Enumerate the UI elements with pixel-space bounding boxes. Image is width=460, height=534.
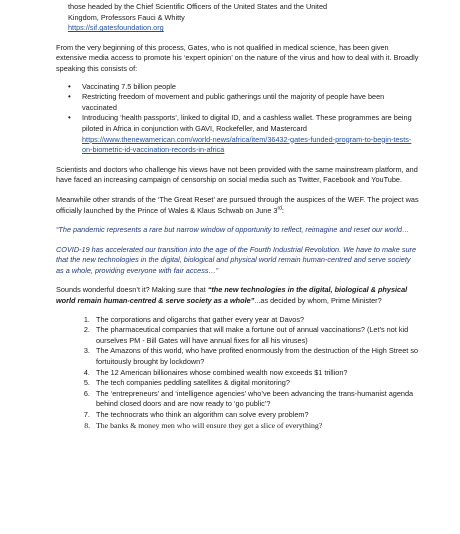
bullet-text: Vaccinating 7.5 billion people [82,81,176,91]
list-item: 4. The 12 American billionaires whose combined wealth now exceeds $1 trillion? [92,368,420,379]
paragraph-great-reset: Meanwhile other strands of the ‘The Great Reset’ are pursued through the auspices of the WEF. The project was officially launched by the Prince of Wales & Klaus Schwab on June 3rd: [56,194,419,215]
bullet-list [56,82,420,156]
intro-continuation [56,0,420,34]
africa-article-link[interactable]: https://www.thenewamerican.com/world-news/africa/item/36432-gates-funded-program-to-begin-tests-on-biometric-id-vaccination-records-in-africa [82,134,412,155]
bullet-item [82,92,420,113]
list-item: 7. The technocrats who think an algorithm can solve every problem? [92,410,420,421]
list-item: 6. The ‘entrepreneurs’ and ‘intelligence agencies’ who’ve been advancing the trans-humanist agenda behind closed doors and are now ready to ‘go public’? [92,389,420,410]
sif-link[interactable]: https://sif.gatesfoundation.org [68,23,164,33]
bullet-item [82,113,420,155]
list-item: 1. The corporations and oligarchs that gather every year at Davos? [92,315,420,326]
quote-covid: COVID-19 has accelerated our transition into the age of the Fourth Industrial Revolution. We have to make sure that the new technologies in the digital, biological and physical world remain human-centred and serve society as a whole, providing everyone with fair access…” [56,244,417,275]
quote-pandemic: “The pandemic represents a rare but narrow window of opportunity to reflect, reimagine and reset our world… [56,225,410,235]
list-item: 8. The banks & money men who will ensure they get a slice of everything? [92,421,420,432]
paragraph-censorship: Scientists and doctors who challenge his views have not been provided with the same mainstream platform, and have faced an increasing campaign of censorship on social media such as Twitter, Facebook and YouTube. [56,164,418,185]
bullet-text: Introducing ‘health passports’, linked to digital ID, and a cashless wallet. These programmes are being piloted in Africa in conjunction with GAVI, Rockefeller, and Mastercard [82,113,412,133]
intro-line-1: those headed by the Chief Scientific Officers of the United States and the United [68,2,328,11]
bullet-text: Restricting freedom of movement and public gatherings until the majority of people have been vaccinated [82,92,385,112]
bullet-item [82,82,420,93]
list-item: 3. The Amazons of this world, who have profited enormously from the destruction of the High Street so fortuitously brought by lockdown? [92,346,420,367]
question-list [56,315,420,432]
intro-line-2: Kingdom, Professors Fauci & Whitty [68,12,185,22]
paragraph-gates-media: From the very beginning of this process, Gates, who is not qualified in medical science, has been given extensive media access to promote his ‘expert opinion’ on the nature of the virus and how to deal with it. Broadly speaking this consists of: [56,42,419,73]
paragraph-decided-by-whom: Sounds wonderful doesn’t it? Making sure that “the new technologies in the digital, biological & physical world remain human-centred & serve society as a whole”...as decided by whom, Prime Minister? [56,285,408,306]
list-item: 5. The tech companies peddling satellites & digital monitoring? [92,378,420,389]
list-item: 2. The pharmaceutical companies that will make a fortune out of annual vaccinations? (Let’s not kid ourselves PM - Bill Gates will have annual fixes for all his viruses) [92,325,420,346]
